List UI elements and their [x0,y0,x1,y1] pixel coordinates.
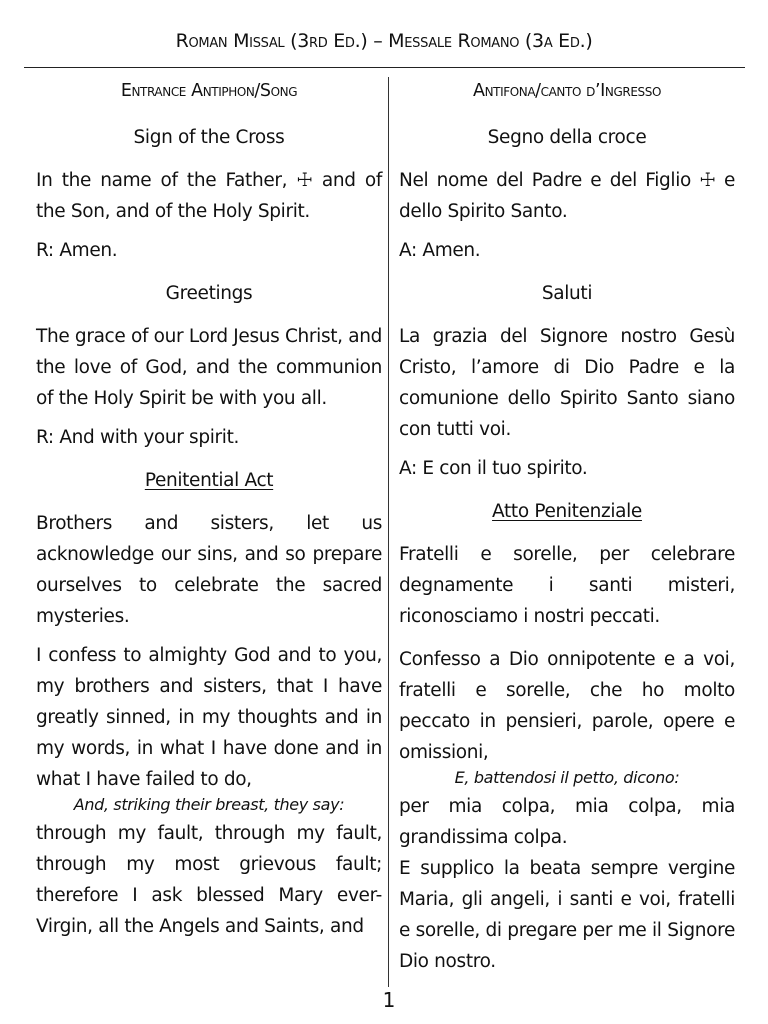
header-rule [24,67,745,68]
entrance-antiphon-heading: Entrance Antiphon/Song [120,81,298,101]
page-number: 1 [382,988,396,1012]
english-column [36,76,382,950]
saluti-heading: Saluti [541,283,593,304]
atto-invito: Fratelli e sorelle, per celebrare degnamente i santi misteri, riconosciamo i nostri peccati. [399,544,735,627]
atto-penitenziale-heading [399,496,735,527]
italian-column [399,76,735,985]
confesso-continuazione-2: E supplico la beata sempre vergine Maria, gli angeli, i santi e voi, fratelli e sorelle, di pregare per me il Signore Dio nostro. [399,858,735,972]
sign-of-cross-text-end: and of the Son, and of the Holy Spirit. [36,170,382,222]
page-title: Roman Missal (3rd Ed.) – Messale Romano (3a Ed.) [175,30,593,52]
penitential-act-heading-text: Penitential Act [144,470,274,491]
atto-penitenziale-heading-text: Atto Penitenziale [492,501,642,522]
greetings-text: The grace of our Lord Jesus Christ, and the love of God, and the communion of the Holy Spirit be with you all. [36,326,382,409]
segno-croce-text-start: Nel nome del Padre e del Figlio [399,170,700,191]
sign-of-cross-text [36,165,382,227]
column-divider [388,77,389,987]
penitential-act-heading [36,465,382,496]
segno-croce-response: A: Amen. [399,240,481,261]
sign-of-cross-heading: Sign of the Cross [133,127,285,148]
segno-croce-heading: Segno della croce [487,127,647,148]
greetings-response: R: And with your spirit. [36,427,240,448]
saluti-text: La grazia del Signore nostro Gesù Cristo, l’amore di Dio Padre e la comunione dello Spirito Santo siano con tutti voi. [399,326,735,440]
antifona-heading: Antifona/canto d’Ingresso [473,81,661,101]
rubric-text: And, striking their breast, they say: [73,795,345,814]
confiteor-text: I confess to almighty God and to you, my brothers and sisters, that I have greatly sinned, in my thoughts and in my words, in what I have done and in what I have failed to do, [36,645,382,790]
saluti-response: A: E con il tuo spirito. [399,458,588,479]
confesso-text: Confesso a Dio onnipotente e a voi, fratelli e sorelle, che ho molto peccato in pensieri, parole, opere e omissioni, [399,649,735,763]
cross-icon: ☩ [699,170,716,191]
confesso-continuazione-1: per mia colpa, mia colpa, mia grandissima colpa. [399,796,735,848]
penitential-invitation: Brothers and sisters, let us acknowledge our sins, and so prepare ourselves to celebrate the sacred mysteries. [36,513,382,627]
confiteor-continuation: through my fault, through my fault, through my most grievous fault; therefore I ask blessed Mary ever-Virgin, all the Angels and Saints, and [36,823,382,937]
cross-icon: ☩ [296,170,313,191]
rubrica-text: E, battendosi il petto, dicono: [454,768,680,787]
segno-croce-text [399,165,735,227]
segno-croce-text-end: e dello Spirito Santo. [399,170,735,222]
greetings-heading: Greetings [165,283,253,304]
sign-of-cross-response: R: Amen. [36,240,118,261]
sign-of-cross-text-start: In the name of the Father, [36,170,297,191]
